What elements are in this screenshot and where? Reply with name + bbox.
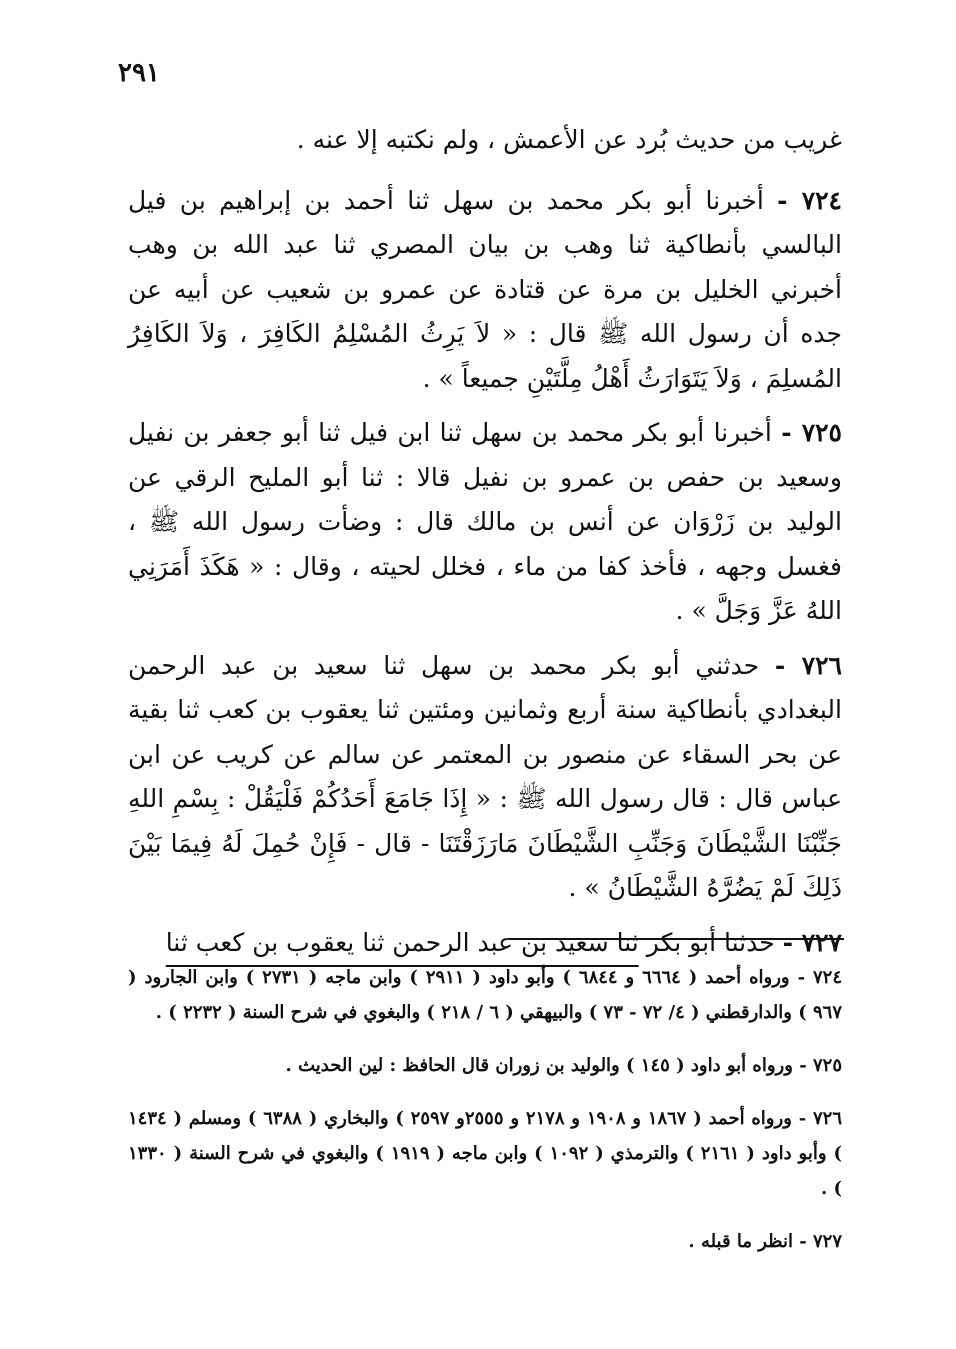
hadith-text-lead: حدثنا أبو بكر xyxy=(646,927,775,957)
hadith-text: حدثني أبو بكر محمد بن سهل ثنا سعيد بن عبد الرحمن البغدادي بأنطاكية سنة أربع وثمانين ومئتين ثنا يعقوب بن كعب ثنا بقية عن بحر السقاء عن منصور بن المعتمر عن سالم عن كريب عن ابن عباس قال : قال رسول الله ﷺ : « إِذَا جَامَعَ أَحَدُكُمْ فَلْيَقُلْ : بِسْمِ اللهِ جَنِّبْنَا الشَّيْطَانَ وَجَنِّبِ الشَّيْطَانَ مَارَزَقْتَنَا - قال - فَإِنْ حُمِلَ لَهُ فِيمَا بَيْنَ ذَلِكَ لَمْ يَضُرَّهُ الشَّيْطَانُ » . xyxy=(128,650,842,902)
hadith-number: ٧٢٦ - xyxy=(774,650,842,680)
hadith-number: ٧٢٥ - xyxy=(781,418,842,447)
footnote-number: ٧٢٧ - xyxy=(799,1231,842,1252)
hadith-724 xyxy=(128,179,842,402)
hadith-text: أخبرنا أبو بكر محمد بن سهل ثنا ابن فيل ثنا أبو جعفر بن نفيل وسعيد بن حفص بن عمرو بن نفيل قالا : ثنا أبو المليح الرقي عن الوليد بن زَرْوَان عن أنس بن مالك قال : وضأت رسول الله ﷺ ، فغسل وجهه ، فأخذ كفا من ماء ، فخلل لحيته ، وقال : « هَكَذَ أَمَرَنِي اللهُ عَزَّ وَجَلَّ » . xyxy=(128,418,842,625)
footnote-text: ورواه أحمد ( ٦٦٦٤ و ٦٨٤٤ ) وأبو داود ( ٢٩١١ ) وابن ماجه ( ٢٧٣١ ) وابن الجارود ( ٩٦٧ ) والدارقطني ( ٤/ ٧٢ - ٧٣ ) والبيهقي ( ٦ / ٢١٨ ) والبغوي في شرح السنة ( ٢٢٣٢ ) . xyxy=(128,967,842,1023)
footnote-text: ورواه أبو داود ( ١٤٥ ) والوليد بن زوران قال الحافظ : لين الحديث . xyxy=(285,1055,793,1076)
footnote-text: انظر ما قبله . xyxy=(688,1231,793,1252)
footnote-number: ٧٢٦ - xyxy=(798,1108,842,1129)
hadith-727 xyxy=(128,921,842,966)
intro-paragraph: غريب من حديث بُرد عن الأعمش ، ولم نكتبه إلا عنه . xyxy=(296,125,842,154)
footnote-724 xyxy=(128,960,842,1030)
hadith-725 xyxy=(128,411,842,634)
hadith-726 xyxy=(128,644,842,911)
footnote-number: ٧٢٥ - xyxy=(799,1055,842,1076)
footnote-divider xyxy=(508,938,844,940)
footnote-text: ورواه أحمد ( ١٨٦٧ و ١٩٠٨ و ٢١٧٨ و ٢٥٥٥و ٢٥٩٧ ) والبخاري ( ٦٣٨٨ ) ومسلم ( ١٤٣٤ ) وأبو داود ( ٢١٦١ ) والترمذي ( ١٠٩٢ ) وابن ماجه ( ١٩١٩ ) والبغوي في شرح السنة ( ١٣٣٠ ) . xyxy=(128,1108,842,1199)
footnote-725 xyxy=(128,1048,842,1083)
footnote-726 xyxy=(128,1101,842,1206)
main-text xyxy=(128,118,842,975)
footnotes xyxy=(128,960,842,1277)
page-number: ٢٩١ xyxy=(118,58,160,88)
hadith-number: ٧٢٤ - xyxy=(777,185,842,215)
footnote-727 xyxy=(128,1224,842,1259)
hadith-text-tail: ثنا سعيد بن عبد الرحمن ثنا يعقوب بن كعب ثنا xyxy=(165,927,639,957)
hadith-number: ٧٢٧ - xyxy=(782,927,842,957)
footnote-number: ٧٢٤ - xyxy=(797,967,842,988)
hadith-text: أخبرنا أبو بكر محمد بن سهل ثنا أحمد بن إبراهيم بن فيل البالسي بأنطاكية ثنا وهب بن بيان المصري ثنا عبد الله بن وهب أخبرني الخليل بن مرة عن قتادة عن عمرو بن شعيب عن أبيه عن جده أن رسول الله ﷺ قال : « لاَ يَرِثُ المُسْلِمُ الكَافِرَ ، وَلاَ الكَافِرُ المُسلِمَ ، وَلاَ يَتَوَارَثُ أَهْلُ مِلَّتَيْنِ جميعاً » . xyxy=(128,185,842,393)
